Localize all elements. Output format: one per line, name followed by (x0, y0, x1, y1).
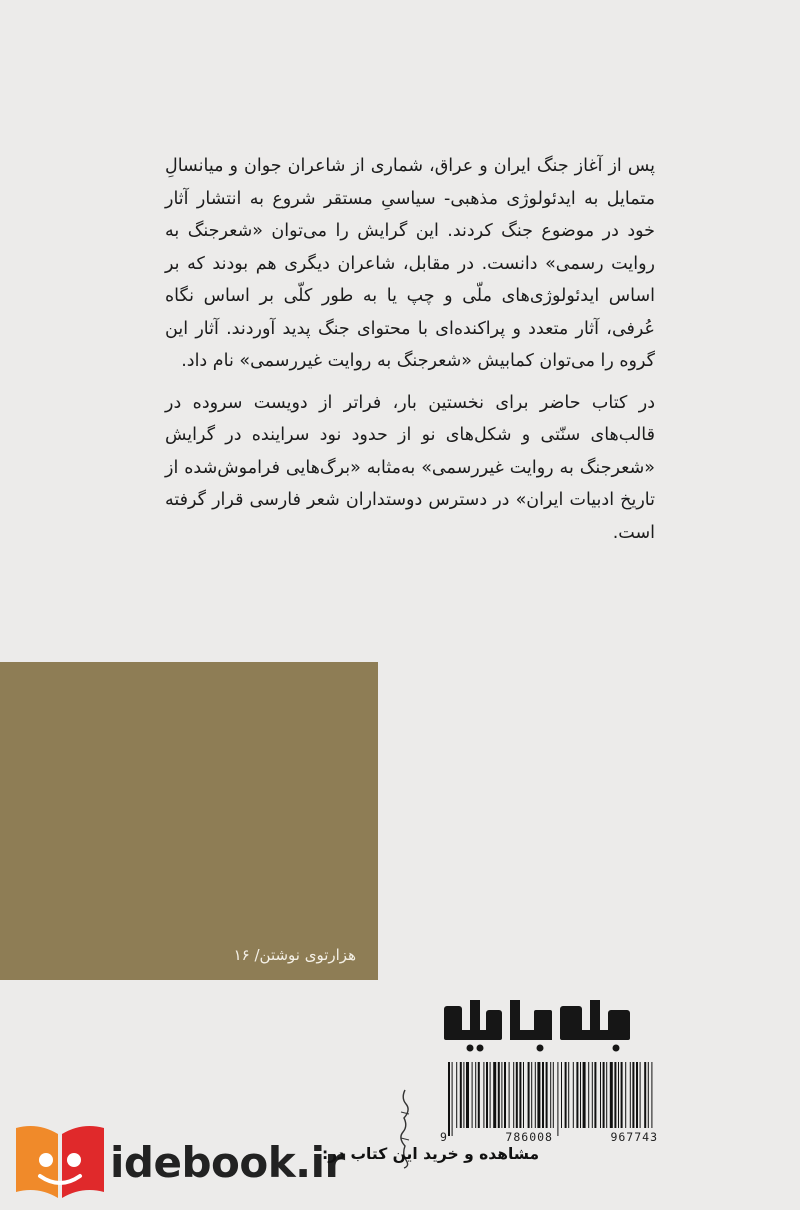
barcode-bar (614, 1062, 616, 1128)
series-panel (0, 662, 378, 980)
barcode-bar (618, 1062, 619, 1128)
barcode-bar (535, 1062, 536, 1128)
barcode-bar (573, 1062, 574, 1128)
barcode-bar (651, 1062, 652, 1128)
barcode-bar (592, 1062, 593, 1128)
barcode-bar (504, 1062, 506, 1128)
barcode-bar (483, 1062, 484, 1128)
barcode-bar (537, 1062, 540, 1128)
barcode-bar (621, 1062, 623, 1128)
barcode-bar (448, 1062, 450, 1136)
barcode-bar (475, 1062, 476, 1128)
barcode-bar (542, 1062, 544, 1128)
barcode-bar (486, 1062, 488, 1128)
barcode-bar (513, 1062, 514, 1128)
barcode-bar (509, 1062, 510, 1128)
barcode-bar (490, 1062, 491, 1128)
barcode-bar (466, 1062, 469, 1128)
barcode-bar (603, 1062, 605, 1128)
barcode-bar (460, 1062, 462, 1128)
barcode-bar (632, 1062, 634, 1128)
open-book-icon (10, 1120, 110, 1204)
barcode-bar (452, 1062, 453, 1136)
watermark-site-name: idebook.ir (110, 1138, 345, 1187)
isbn-number (440, 1130, 658, 1144)
barcode-bar (610, 1062, 613, 1128)
barcode-bar (625, 1062, 626, 1128)
barcode-bar (456, 1062, 457, 1128)
blurb-paragraph-1: پس از آغاز جنگ ایران و عراق، شماری از شاعران جوان و میانسالِ متمایل به ایدئولوژی مذهبی- سیاسیِ مستقر شروع به انتشار آثار خود در موضوع جنگ کردند. این گرایش را می‌توان «شعرجنگ به روایت رسمی» دانست. در مقابل، شاعران دیگری هم بودند که بر اساس ایدئولوژی‌های ملّی و چپ یا به طور کلّی بر اساس نگاه عُرفی، آثار متعدد و پراکنده‌ای با محتوای جنگ پدید آوردند. آثار این گروه را می‌توان کمابیش «شعرجنگ به روایت غیررسمی» نام داد. (165, 156, 655, 371)
barcode-bar (493, 1062, 496, 1128)
barcode-bar (636, 1062, 638, 1128)
barcode-bar (606, 1062, 607, 1128)
barcode-bar (557, 1062, 558, 1136)
barcode-bar (553, 1062, 554, 1128)
barcode-bar (630, 1062, 631, 1128)
barcode-bar (550, 1062, 551, 1128)
barcode-bar (501, 1062, 502, 1128)
barcode-bar (528, 1062, 530, 1128)
barcode-bar (588, 1062, 589, 1128)
barcode-bar (580, 1062, 581, 1128)
barcode-bar (600, 1062, 601, 1128)
barcode-bar (648, 1062, 649, 1128)
barcode-bar (546, 1062, 548, 1128)
barcode-bar (576, 1062, 578, 1128)
blurb-text (165, 150, 655, 558)
barcode-bar (463, 1062, 464, 1128)
barcode-bar (594, 1062, 596, 1128)
barcode-bar (640, 1062, 641, 1128)
barcode-bar (644, 1062, 646, 1128)
barcode-bar (516, 1062, 518, 1128)
barcode-bar (498, 1062, 500, 1128)
watermark-caption: مشاهده و خرید این کتاب در: (322, 1145, 540, 1163)
barcode-bar (561, 1062, 562, 1128)
isbn-group-1: 786008 (505, 1130, 553, 1144)
isbn-group-2: 967743 (610, 1130, 658, 1144)
isbn-prefix: 9 (440, 1130, 448, 1144)
barcode-bar (519, 1062, 521, 1128)
barcode-bar (531, 1062, 532, 1128)
barcode-bar (568, 1062, 569, 1128)
barcode-bar (472, 1062, 473, 1128)
publisher-name: جهان کتاب (440, 996, 445, 997)
series-label: هزارتوی نوشتن/ ۱۶ (233, 946, 356, 964)
publisher-logo (440, 996, 636, 1056)
barcode-bar (583, 1062, 586, 1128)
barcode-bar (523, 1062, 524, 1128)
blurb-paragraph-2: در کتاب حاضر برای نخستین بار، فراتر از دویست سروده در قالب‌های سنّتی و شکل‌های نو از حدود نود سراینده در گرایش «شعرجنگ به روایت غیررسمی» به‌مثابه «برگ‌هایی فراموش‌شده از تاریخ ادبیات ایران» در دسترس دوستداران شعر فارسی قرار گرفته است. (165, 392, 655, 543)
barcode-bar (478, 1062, 480, 1128)
barcode-bar (565, 1062, 567, 1128)
